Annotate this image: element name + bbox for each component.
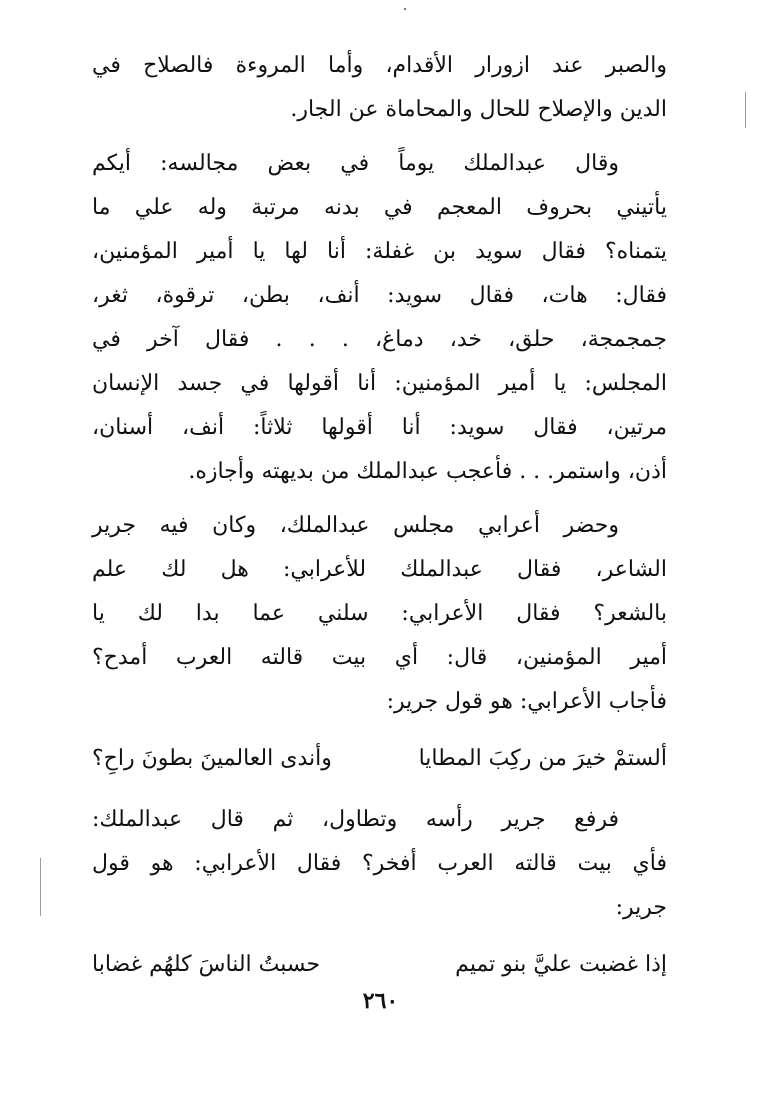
- text-line: أذن، واستمر. . . فأعجب عبدالملك من بديهته وأجازه.: [188, 459, 667, 484]
- text-line: الشاعر، فقال عبدالملك للأعرابي: هل لك علم: [92, 557, 667, 582]
- text-line: والصبر عند ازورار الأقدام، وأما المروءة فالصلاح في: [92, 53, 667, 78]
- text-line: فأجاب الأعرابي: هو قول جرير:: [386, 689, 667, 714]
- paragraph-4: [92, 798, 667, 930]
- paragraph-2: [92, 142, 667, 494]
- text-line: فأي بيت قالته العرب أفخر؟ فقال الأعرابي: هو قول: [92, 851, 667, 876]
- text-line: فرفع جرير رأسه وتطاول، ثم قال عبدالملك:: [92, 807, 619, 832]
- text-line: المجلس: يا أمير المؤمنين: أنا أقولها في جسد الإنسان: [92, 371, 667, 396]
- text-line: الدين والإصلاح للحال والمحاماة عن الجار.: [290, 97, 667, 122]
- text-line: يأتيني بحروف المعجم في بدنه مرتبة وله علي ما: [92, 195, 667, 220]
- page-body: [92, 44, 667, 1004]
- text-line: بالشعر؟ فقال الأعرابي: سلني عما بدا لك يا: [92, 601, 667, 626]
- text-line: وقال عبدالملك يوماً في بعض مجالسه: أيكم: [92, 151, 619, 176]
- right-margin-mark: [745, 92, 746, 128]
- scan-dot: [404, 8, 406, 10]
- verse-second-hemistich: وأندى العالمينَ بطونَ راحِ؟: [92, 746, 332, 771]
- paragraph-1: [92, 44, 667, 132]
- verse-first-hemistich: إذا غضبت عليَّ بنو تميم: [455, 952, 667, 977]
- poem-verse-2: [92, 940, 667, 990]
- text-line: أمير المؤمنين، قال: أي بيت قالته العرب أمدح؟: [92, 645, 667, 670]
- poem-verse-1: [92, 734, 667, 784]
- text-line: جرير:: [615, 895, 667, 920]
- page-number: ٢٦٠: [362, 988, 399, 1014]
- text-line: يتمناه؟ فقال سويد بن غفلة: أنا لها يا أمير المؤمنين،: [92, 239, 667, 264]
- verse-second-hemistich: حسبتُ الناسَ كلهُم غضابا: [92, 952, 321, 977]
- verse-first-hemistich: ألستمْ خيرَ من ركِبَ المطايا: [418, 746, 667, 771]
- left-margin-mark: [40, 858, 41, 916]
- paragraph-3: [92, 504, 667, 724]
- text-line: وحضر أعرابي مجلس عبدالملك، وكان فيه جرير: [92, 513, 619, 538]
- text-line: جمجمجة، حلق، خد، دماغ، . . . فقال آخر في: [92, 327, 667, 352]
- text-line: فقال: هات، فقال سويد: أنف، بطن، ترقوة، ثغر،: [92, 283, 667, 308]
- text-line: مرتين، فقال سويد: أنا أقولها ثلاثاً: أنف، أسنان،: [92, 415, 667, 440]
